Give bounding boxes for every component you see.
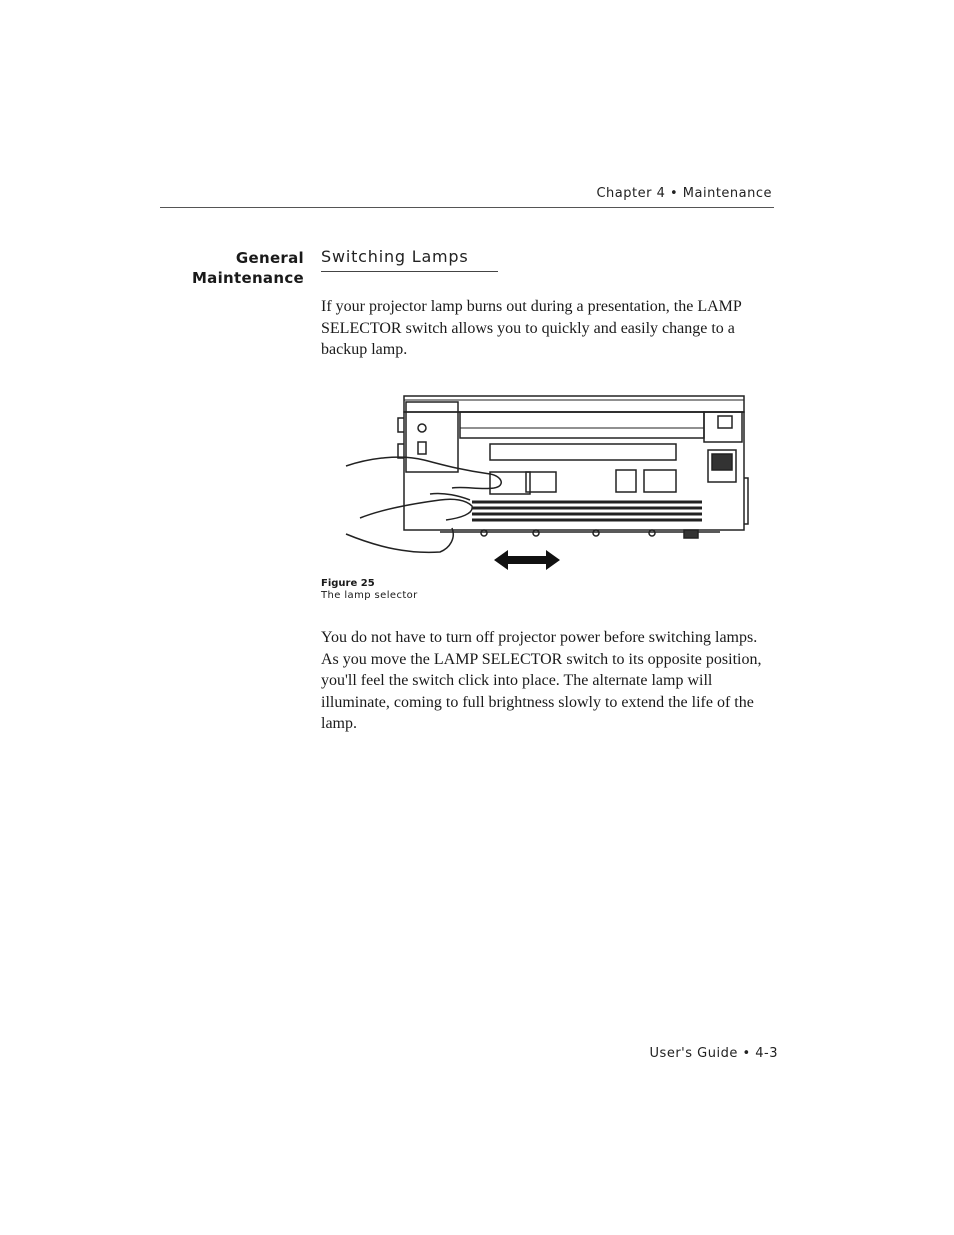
side-heading-line2: Maintenance <box>191 269 304 287</box>
running-head: Chapter 4 • Maintenance <box>596 186 772 201</box>
header-rule <box>160 207 774 208</box>
figure-label: Figure 25 <box>321 578 375 589</box>
section-title: Switching Lamps <box>321 247 469 266</box>
section-title-rule <box>321 271 498 272</box>
side-heading-line1: General <box>235 249 304 267</box>
projector-illustration <box>340 388 750 578</box>
intro-paragraph: If your projector lamp burns out during a presentation, the LAMP SELECTOR switch allows you to quickly and easily change to a backup lamp. <box>321 298 742 358</box>
body-paragraph: You do not have to turn off projector power before switching lamps. As you move the LAMP SELECTOR switch to its opposite position, you'll feel the switch click into place. The alternate lamp will illuminate, coming to full brightness slowly to extend the life of the lamp. <box>321 629 762 732</box>
side-heading <box>150 248 304 288</box>
page-footer: User's Guide • 4-3 <box>649 1046 778 1061</box>
figure-caption: The lamp selector <box>321 590 418 601</box>
double-arrow-icon <box>494 550 560 570</box>
